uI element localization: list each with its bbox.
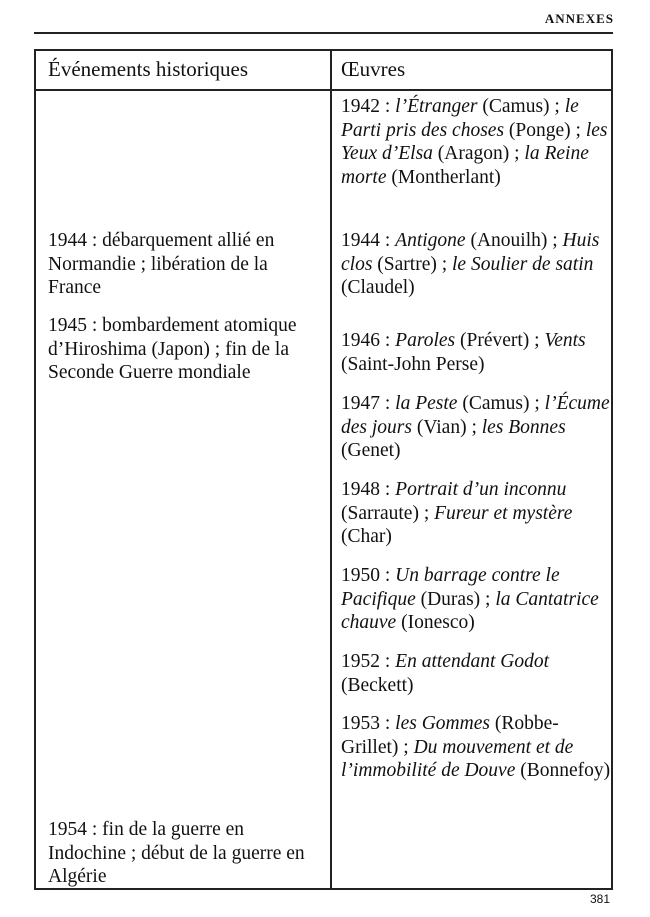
work-year: 1953 [341, 713, 380, 734]
work-author: (Robbe-Grillet) ; [341, 713, 559, 758]
work-entry: 1947 : la Peste (Camus) ; l’Écume des jours (Vian) ; les Bonnes (Genet) [341, 393, 610, 461]
header-works: Œuvres [341, 57, 406, 81]
work-author: (Sartre) ; [372, 253, 453, 275]
event-entry: 1945 : bombardement atomique d’Hiroshima (Japon) ; fin de la Seconde Guerre mondiale [48, 315, 297, 383]
work-year: 1942 [341, 96, 380, 117]
header-rule [34, 32, 613, 34]
work-year: 1950 [341, 565, 380, 586]
work-author: (Sarraute) ; [341, 502, 435, 524]
work-author: (Montherlant) [386, 166, 501, 188]
work-title: le Parti pris des choses [341, 96, 579, 141]
work-entry: 1953 : les Gommes (Robbe-Grillet) ; Du mouvement et de l’immobilité de Douve (Bonnefoy) [341, 713, 611, 781]
work-title: En attendant Godot [395, 651, 549, 672]
work-title: Fureur et mystère [434, 502, 573, 524]
work-title: les Bonnes [481, 416, 566, 438]
work-title: le Soulier de satin [452, 253, 594, 275]
work-title: l’Écume des jours [341, 393, 610, 438]
work-title: Du mouvement et de l’immobilité de Douve [341, 736, 574, 781]
work-year: 1947 [341, 393, 380, 414]
work-author: (Genet) [341, 440, 401, 461]
chronology-table [34, 49, 613, 890]
work-title: Huis clos [341, 230, 600, 275]
event-year: 1954 [48, 819, 87, 840]
work-title: les Yeux d’Elsa [341, 119, 608, 164]
work-author: (Duras) ; [415, 588, 496, 610]
work-title: Antigone [395, 230, 466, 251]
work-entry: 1946 : Paroles (Prévert) ; Vents (Saint-John Perse) [341, 330, 586, 375]
work-author: (Claudel) [341, 277, 415, 298]
work-title: l’Étranger [395, 96, 478, 117]
work-entry: 1948 : Portrait d’un inconnu (Sarraute) ; Fureur et mystère (Char) [341, 479, 573, 547]
work-year: 1944 [341, 230, 380, 251]
work-title: la Reine morte [341, 143, 589, 188]
page-number: 381 [589, 892, 610, 906]
work-year: 1948 [341, 479, 380, 500]
event-entry: 1954 : fin de la guerre en Indochine ; début de la guerre en Algérie [48, 819, 305, 887]
work-author: (Ionesco) [396, 612, 475, 633]
work-author: (Bonnefoy) [515, 760, 611, 781]
event-text: fin de la guerre en Indochine ; début de la guerre en Algérie [48, 819, 305, 887]
work-year: 1952 [341, 651, 380, 672]
event-year: 1945 [48, 315, 87, 336]
work-entry: 1944 : Antigone (Anouilh) ; Huis clos (Sartre) ; le Soulier de satin (Claudel) [341, 230, 600, 298]
work-entry: 1950 : Un barrage contre le Pacifique (Duras) ; la Cantatrice chauve (Ionesco) [341, 565, 599, 633]
work-title: Paroles [395, 330, 456, 351]
event-text: bombardement atomique d’Hiroshima (Japon) ; fin de la Seconde Guerre mondiale [48, 315, 297, 383]
work-author: (Beckett) [341, 674, 414, 696]
work-title: la Cantatrice chauve [341, 588, 599, 633]
work-author: (Aragon) ; [432, 143, 525, 164]
work-title: la Peste [395, 393, 458, 414]
work-entry: 1952 : En attendant Godot (Beckett) [341, 651, 549, 696]
work-title: Vents [544, 330, 586, 351]
table-header-rule [36, 89, 611, 91]
work-title: Un barrage contre le Pacifique [341, 565, 560, 610]
work-author: (Camus) ; [457, 393, 545, 414]
work-year: 1946 [341, 330, 380, 351]
work-title: Portrait d’un inconnu [395, 479, 567, 500]
work-author: (Anouilh) ; [465, 230, 563, 251]
event-year: 1944 [48, 230, 87, 251]
running-head: ANNEXES [544, 11, 614, 26]
work-entry: 1942 : l’Étranger (Camus) ; le Parti pris des choses (Ponge) ; les Yeux d’Elsa (Aragon) ; la Reine morte (Montherlant) [341, 96, 608, 188]
work-author: (Saint-John Perse) [341, 353, 485, 375]
column-divider [330, 51, 332, 888]
work-author: (Char) [341, 526, 392, 547]
event-text: débarquement allié en Normandie ; libération de la France [48, 230, 275, 298]
header-events: Événements historiques [48, 57, 249, 81]
work-title: les Gommes [395, 713, 490, 734]
event-entry: 1944 : débarquement allié en Normandie ; libération de la France [48, 230, 275, 298]
work-author: (Camus) ; [477, 96, 565, 117]
work-author: (Prévert) ; [455, 330, 545, 351]
work-author: (Vian) ; [411, 416, 482, 438]
work-author: (Ponge) ; [504, 119, 586, 141]
